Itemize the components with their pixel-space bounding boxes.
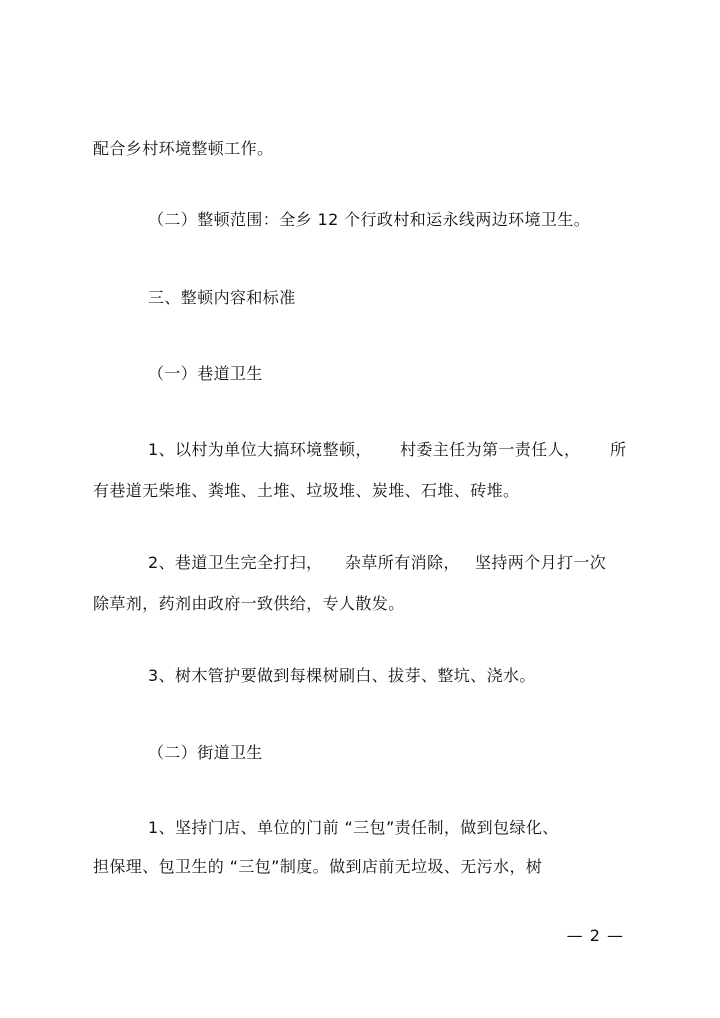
page-number: — 2 —: [566, 926, 624, 945]
item2-part-1: 2、巷道卫生完全打扫，: [148, 553, 323, 572]
item2-part-3: 坚持两个月打一次: [475, 553, 607, 572]
subheading-street-sanitation: （二）街道卫生: [148, 743, 263, 762]
heading-content-standards: 三、整顿内容和标准: [148, 288, 296, 307]
item3-line: 3、树木管护要做到每棵树刷白、拔芽、整坑、浇水。: [148, 666, 536, 685]
subheading-lane-sanitation: （一）巷道卫生: [148, 364, 263, 383]
item1-part-2: 村委主任为第一责任人，: [400, 440, 581, 459]
street-item1-continuation: 担保理、包卫生的 “三包”制度。做到店前无垃圾、无污水，树: [93, 857, 543, 876]
item2-continuation: 除草剂，药剂由政府一致供给，专人散发。: [93, 594, 405, 613]
section-scope-line: （二）整顿范围：全乡 12 个行政村和运永线两边环境卫生。: [148, 210, 591, 229]
item2-part-2: 杂草所有消除，: [345, 553, 460, 572]
street-item1-line: 1、坚持门店、单位的门前 “三包”责任制，做到包绿化、: [148, 818, 559, 837]
item1-part-3: 所: [610, 440, 627, 459]
item1-continuation: 有巷道无柴堆、粪堆、土堆、垃圾堆、炭堆、石堆、砖堆。: [93, 481, 520, 500]
text-line-1: 配合乡村环境整顿工作。: [93, 139, 274, 158]
item1-part-1: 1、以村为单位大搞环境整顿，: [148, 440, 372, 459]
